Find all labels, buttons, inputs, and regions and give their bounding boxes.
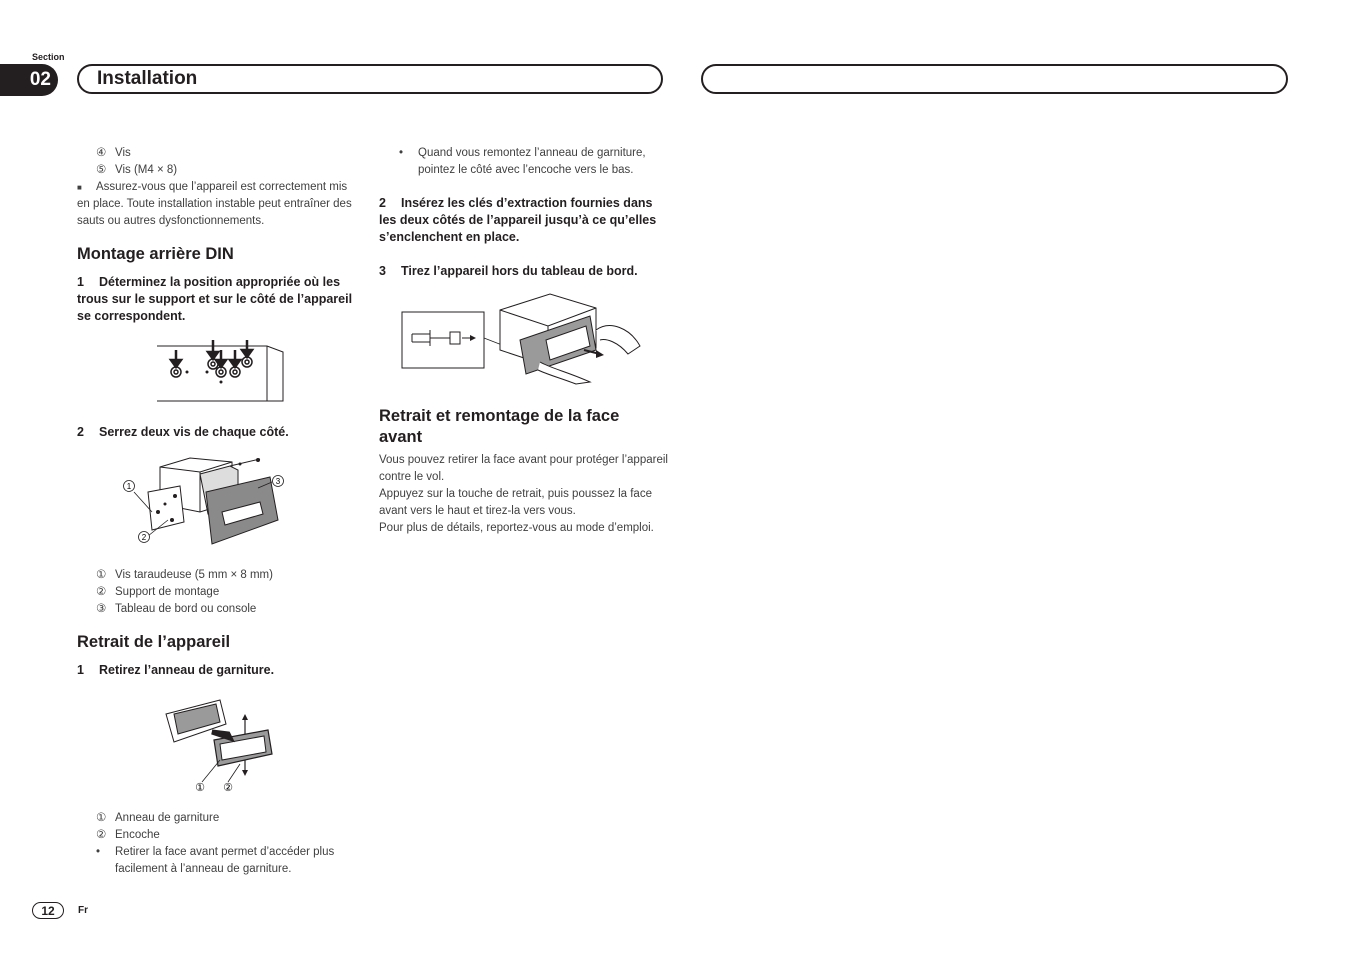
callout-1: ① [195, 782, 205, 794]
paragraph: Vous pouvez retirer la face avant pour protéger l’appareil contre le vol. [379, 454, 668, 483]
language-code: Fr [78, 905, 88, 916]
page-number: 12 [32, 902, 64, 919]
screws-bracket-figure [120, 452, 290, 550]
legend-figure-3 [96, 810, 366, 878]
square-bullet-icon: ■ [77, 183, 82, 192]
title-bar-empty [701, 64, 1288, 94]
trim-ring-figure [160, 694, 280, 796]
list-item: • Retirer la face avant permet d’accéder plus facilement à l’anneau de garniture. [96, 846, 335, 875]
page-title: Installation [77, 64, 663, 94]
section-number-badge: 02 [0, 64, 58, 96]
step-3-tirez: 3 Tirez l’appareil hors du tableau de bord. [379, 264, 638, 278]
bracket-holes-figure [155, 338, 287, 406]
step-1-retirez: 1 Retirez l’anneau de garniture. [77, 663, 275, 677]
unit-removal-figure [400, 290, 645, 386]
legend-figure-2 [96, 567, 366, 618]
callout-2: ② [223, 782, 233, 794]
list-item: ⑤ Vis (M4 × 8) [96, 164, 178, 176]
list-item: ② Encoche [96, 829, 160, 841]
paragraph: Appuyez sur la touche de retrait, puis poussez la face avant vers le haut et tirez-la vers vous. [379, 488, 652, 517]
face-avant-text [379, 452, 669, 537]
note-paragraph: ■ Assurez-vous que l’appareil est correctement mis en place. Toute installation instable peut entraîner des sauts ou autres dysfonctionnements. [77, 181, 352, 227]
heading-montage-arriere: Montage arrière DIN [77, 245, 234, 263]
list-item: • Quand vous remontez l’anneau de garniture, pointez le côté avec l’encoche vers le bas. [399, 147, 646, 176]
list-item: ③ Tableau de bord ou console [96, 603, 257, 615]
step-2-inserez: 2 Insérez les clés d’extraction fournies dans les deux côtés de l’appareil jusqu’à ce qu’elles s’enclenchent en place. [379, 196, 657, 244]
heading-face-avant: Retrait et remontage de la face avant [379, 407, 620, 446]
callout-2: 2 [141, 533, 147, 542]
list-item: ① Anneau de garniture [96, 812, 220, 824]
list-item: ① Vis taraudeuse (5 mm × 8 mm) [96, 569, 273, 581]
paragraph: Pour plus de détails, reportez-vous au mode d’emploi. [379, 522, 654, 534]
intro-list [96, 145, 366, 179]
section-label: Section [32, 52, 65, 62]
heading-retrait-appareil: Retrait de l’appareil [77, 633, 231, 651]
step-1-determine: 1 Déterminez la position appropriée où les trous sur le support et sur le côté de l’appareil se correspondent. [77, 275, 353, 323]
step-2-serrez: 2 Serrez deux vis de chaque côté. [77, 425, 289, 439]
callout-1: 1 [126, 482, 132, 491]
list-item: ④ Vis [96, 147, 131, 159]
middle-bullet [399, 145, 664, 179]
list-item: ② Support de montage [96, 586, 220, 598]
callout-3: 3 [275, 477, 281, 486]
